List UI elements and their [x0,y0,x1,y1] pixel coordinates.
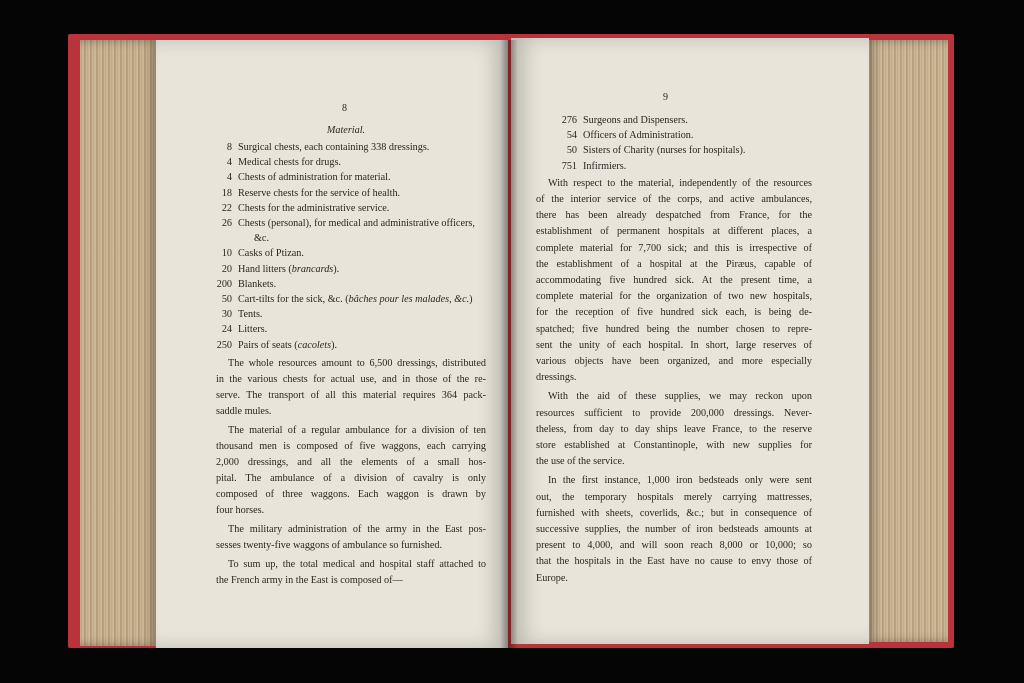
text-line: With the aid of these supplies, we may reckon upon [548,391,812,403]
item-quantity: 54 [566,130,577,142]
item-quantity: 50 [566,145,577,157]
text-line: various objects have been organized, and more especially [536,356,812,367]
list-item-continuation: &c. [254,233,269,245]
item-quantity: 30 [221,309,232,321]
text-line: The military administration of the army in the East pos- [228,523,486,535]
text-line: With respect to the material, independently of the resources [548,177,812,189]
item-quantity: 18 [221,187,232,199]
text-line: composed of three waggons. Each waggon is drawn by [216,488,486,500]
text-line: store established at Constantinople, with new supplies for [536,440,812,451]
text-line: spatched; five hundred being the number chosen to repre- [536,323,812,335]
item-quantity: 24 [221,324,232,336]
text-line: sent the unity of each hospital. In short, large reserves of [536,339,812,351]
page-edges-left [80,40,158,646]
text-line: the French army in the East is composed of— [216,574,403,586]
text-line: of the interior service of the corps, and active ambulances, [536,194,812,205]
text-line: In the first instance, 1,000 iron bedsteads only were sent [548,475,812,487]
item-text: Chests for the administrative service. [238,202,390,214]
text-line: 2,000 dressings, and all the elements of a small hos- [216,456,486,468]
text-line: serve. The transport of all this material requires 364 pack- [216,389,486,401]
item-quantity: 276 [561,115,577,126]
text-line: the establishment of a hospital at the Piræus, capable of [536,258,812,270]
list-item [210,156,341,170]
list-item [555,114,688,128]
text-line: out, the temporary hospitals merely carrying mattresses, [536,491,812,503]
item-text: Litters. [238,324,268,336]
text-line: Europe. [536,572,568,584]
text-line: establishment of permanent hospitals at different places, a [536,226,812,238]
right-page [511,38,869,644]
list-item [555,160,626,174]
item-text: Chests of administration for material. [238,172,391,184]
list-item [210,308,262,322]
item-quantity: 4 [226,157,232,169]
list-item [210,323,267,337]
item-text: Hand litters ( [238,263,292,275]
section-heading: Material. [326,125,366,136]
item-quantity: 200 [216,278,232,290]
item-quantity: 26 [221,218,232,229]
page-edges-right [866,40,948,642]
page-number-left: 8 [342,103,347,114]
item-text: Blankets. [238,278,277,290]
text-line: complete material for 7,700 sick; and this is irrespective of [536,242,812,254]
item-text: Surgeons and Dispensers. [583,115,688,126]
text-line: complete material for the organization of two new hospitals, [536,291,812,303]
item-quantity: 4 [226,172,232,184]
page-number-right: 9 [663,92,668,103]
text-line: that the hospitals in the East have no cause to envy those of [536,556,812,568]
text-line: in the various chests for actual use, and in those of the re- [216,373,486,385]
item-text: Casks of Ptizan. [238,248,304,260]
text-line: the use of the service. [536,456,625,468]
list-item [210,202,389,216]
text-line: for the reception of five hundred sick each, is being de- [536,307,812,319]
list-item [210,217,475,231]
item-text: Officers of Administration. [583,130,694,142]
item-text: Pairs of seats ( [238,339,298,351]
left-page [156,40,508,648]
item-text-italic: bâches pour les malades, &c. [348,294,470,305]
list-item [210,141,429,155]
text-line: saddle mules. [216,405,272,417]
list-item [210,293,473,307]
text-line: accommodating five hundred sick. At the present time, a [536,275,812,286]
text-line: dressings. [536,372,577,384]
item-text: Infirmiers. [583,160,627,172]
text-line: The material of a regular ambulance for a division of ten [228,424,486,436]
text-line: To sum up, the total medical and hospital staff attached to [228,558,486,570]
text-line: The whole resources amount to 6,500 dressings, distributed [228,357,486,369]
text-line: successive supplies, the number of iron bedsteads amounts at [536,524,812,535]
text-line: present to 4,000, and will soon reach 8,000 or 10,000; so [536,540,812,552]
list-item [210,187,400,201]
list-item [555,129,693,143]
item-text-after: ) [469,294,473,305]
item-quantity: 22 [221,202,232,214]
book-gutter [500,40,518,648]
list-item [210,339,337,353]
item-quantity: 751 [561,160,577,172]
item-text: Chests (personal), for medical and administrative officers, [238,218,475,229]
item-quantity: 8 [226,142,232,153]
text-line: resources sufficient to provide 200,000 dressings. Never- [536,407,812,419]
item-text-italic: cacolets [297,339,332,351]
text-line: theless, from day to day ships leave France, to the reserve [536,423,812,435]
list-item [210,171,391,185]
list-item [555,144,745,158]
item-quantity: 50 [221,294,232,305]
list-item [210,263,339,277]
item-text: Reserve chests for the service of health. [238,187,401,199]
item-text: Tents. [238,309,263,321]
list-item [210,278,276,292]
item-text-after: ). [331,339,338,351]
item-quantity: 20 [221,263,232,275]
item-text-italic: brancards [291,263,334,275]
item-text: Cart-tilts for the sick, &c. ( [238,294,349,305]
text-line: there has been already despatched from France, for the [536,210,812,222]
item-text: Sisters of Charity (nurses for hospitals). [583,145,746,157]
item-quantity: 250 [216,339,232,351]
list-item [210,247,304,261]
item-text-after: ). [333,263,340,275]
text-line: sesses twenty-five waggons of ambulance so furnished. [216,539,443,551]
item-text: Medical chests for drugs. [238,157,341,169]
item-quantity: 10 [221,248,232,260]
text-line: thousand men is composed of five waggons, each carrying [216,440,486,452]
text-line: pital. The ambulance of a division of cavalry is only [216,472,486,484]
item-text: Surgical chests, each containing 338 dressings. [238,142,430,153]
text-line: four horses. [216,504,265,516]
text-line: furnished with sheets, coverlids, &c.; but in consequence of [536,507,812,519]
